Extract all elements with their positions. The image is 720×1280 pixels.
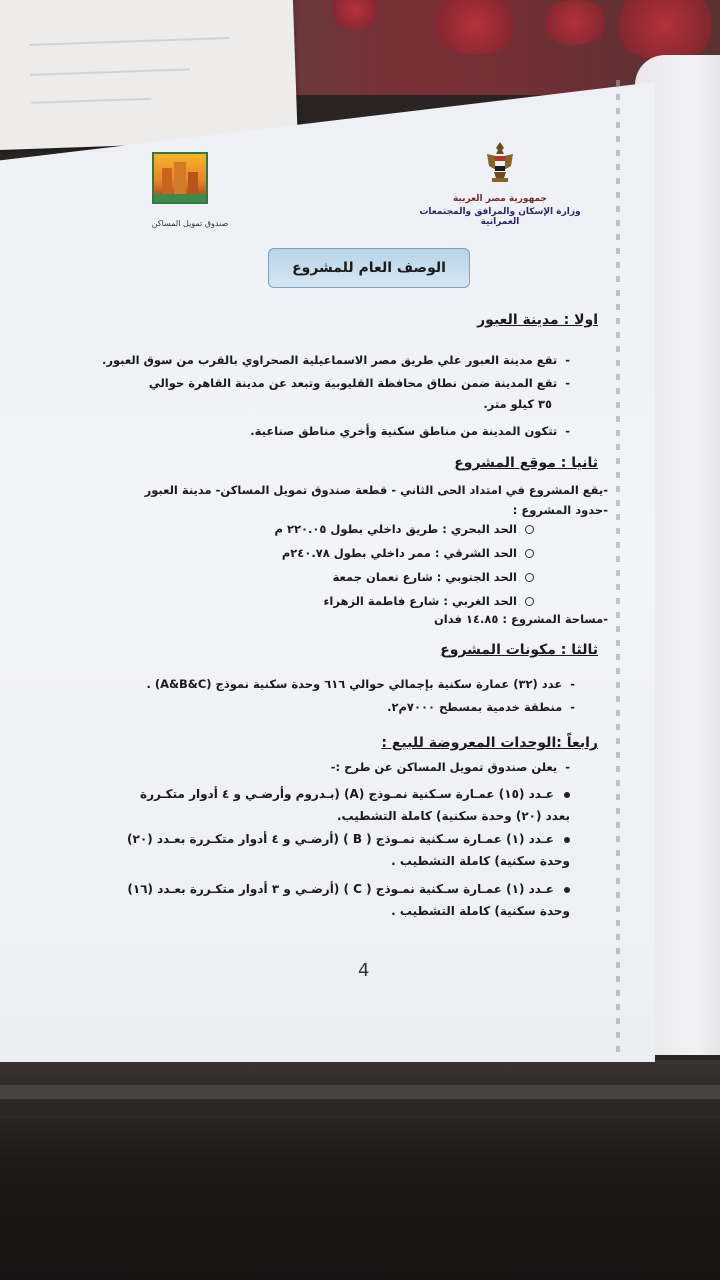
dot-bullet-icon bbox=[564, 887, 570, 893]
list-item-continuation: ٣٥ كيلو متر. bbox=[483, 397, 552, 411]
list-item-continuation: بعدد (٢٠) وحدة سكنية) كاملة التشطيب. bbox=[336, 809, 570, 823]
text-line: -يقع المشروع في امتداد الحى الثاني - قطعة صندوق تمويل المساكن- مدينة العبور bbox=[144, 483, 608, 497]
list-item: عـدد (١) عمـارة سـكنية نمـوذج ( C ) (أرضـي و ٣ أدوار متكـررة بعـدد (١٦) bbox=[127, 882, 570, 896]
circle-bullet-icon bbox=[525, 525, 534, 534]
section-heading: رابعاً :الوحدات المعروضة للبيع : bbox=[381, 735, 598, 751]
list-item-continuation: وحدة سكنية) كاملة التشطيب . bbox=[391, 854, 570, 868]
list-item: الحد الغربي : شارع فاطمة الزهراء bbox=[324, 594, 535, 608]
circle-bullet-icon bbox=[525, 573, 534, 582]
government-name: جمهورية مصر العربية bbox=[452, 194, 548, 204]
list-item: -عدد (٣٢) عمارة سكنية بإجمالي حوالي ٦١٦ وحدة سكنية نموذج (A&B&C) . bbox=[146, 677, 575, 691]
dot-bullet-icon bbox=[564, 792, 570, 798]
government-header bbox=[400, 140, 600, 227]
egypt-eagle-icon bbox=[483, 140, 517, 184]
page-title: الوصف العام للمشروع bbox=[268, 248, 470, 288]
ministry-name: وزارة الإسكان والمرافق والمجتمعات العمرانية bbox=[419, 207, 581, 227]
section-heading: اولا : مدينة العبور bbox=[477, 312, 598, 328]
list-item: -منطقة خدمية بمسطح ٧٠٠٠م٢. bbox=[387, 700, 575, 714]
text-line: -حدود المشروع : bbox=[512, 503, 608, 517]
list-item: الحد البحري : طريق داخلي بطول ٢٢٠.٠٥ م bbox=[275, 522, 535, 536]
list-intro: -يعلن صندوق تمويل المساكن عن طرح :- bbox=[330, 760, 570, 774]
housing-fund-logo bbox=[152, 152, 208, 204]
page-number: 4 bbox=[358, 960, 370, 981]
list-item: -تقع المدينة ضمن نطاق محافظة القليوبية وتبعد عن مدينة القاهرة حوالي bbox=[148, 376, 570, 390]
section-heading: ثالثا : مكونات المشروع bbox=[440, 642, 598, 658]
housing-fund-name: صندوق تمويل المساكن bbox=[151, 219, 229, 228]
section-heading: ثانيا : موقع المشروع bbox=[454, 455, 598, 471]
list-item: -تتكون المدينة من مناطق سكنية وأخري مناطق صناعية. bbox=[250, 424, 570, 438]
circle-bullet-icon bbox=[525, 549, 534, 558]
list-item: عـدد (١) عمـارة سـكنية نمـوذج ( B ) (أرضـي و ٤ أدوار متكـررة بعـدد (٢٠) bbox=[127, 832, 570, 846]
list-item: الحد الشرقي : ممر داخلي بطول ٢٤٠.٧٨م bbox=[282, 546, 534, 560]
list-item: الحد الجنوبي : شارع نعمان جمعة bbox=[333, 570, 534, 584]
list-item: عـدد (١٥) عمـارة سـكنية نمـوذج (A) (بـدروم وأرضـي و ٤ أدوار متكـررة bbox=[140, 787, 570, 801]
list-item: -تقع مدينة العبور علي طريق مصر الاسماعيلية الصحراوي بالقرب من سوق العبور. bbox=[101, 353, 570, 367]
circle-bullet-icon bbox=[525, 597, 534, 606]
dot-bullet-icon bbox=[564, 837, 570, 843]
project-area: -مساحة المشروع : ١٤.٨٥ فدان bbox=[433, 612, 608, 626]
list-item-continuation: وحدة سكنية) كاملة التشطيب . bbox=[391, 904, 570, 918]
